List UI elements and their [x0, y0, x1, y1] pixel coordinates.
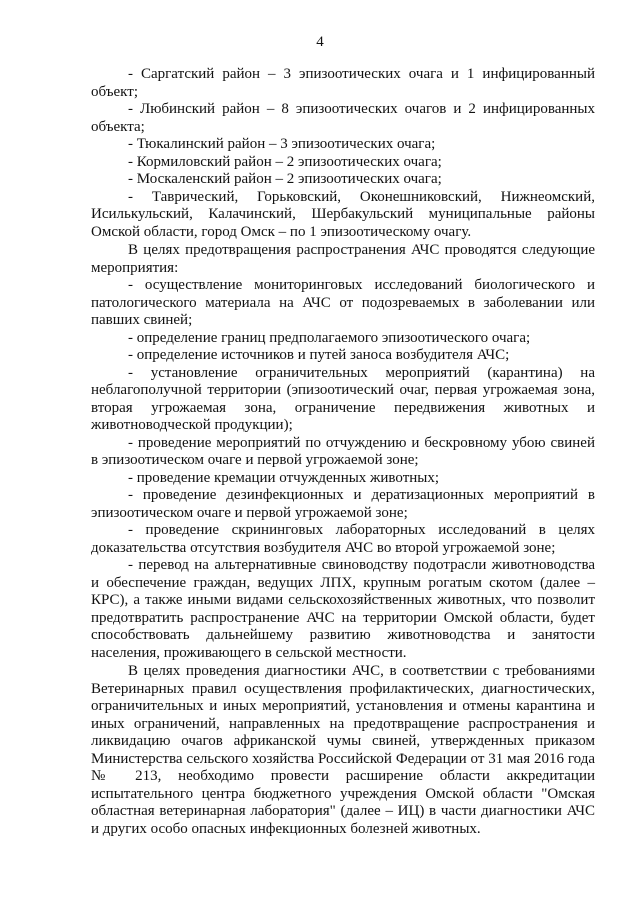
measure-outbreak-boundaries: - определение границ предполагаемого эпизоотического очага;: [128, 329, 531, 346]
measure-alternative-livestock: - перевод на альтернативные свиноводству подотрасли животноводства и обеспечение граждан, ведущих ЛПХ, крупным рогатым скотом (далее – КРС), а также иными видами сельскохозяйственных животных, что позволит предотвратить распространение АЧС на территории Омской области, будет способствовать дальнейшему развитию животноводства и занятости населения, проживающего в сельской местности.: [91, 557, 595, 661]
document-body: [91, 66, 595, 838]
measure-infection-sources: - определение источников и путей заноса возбудителя АЧС;: [128, 347, 510, 363]
measure-quarantine: - установление ограничительных мероприятий (карантина) на неблагополучной территории (эпизоотический очаг, первая угрожаемая зона, вторая угрожаемая зона, ограничение передвижения животных и животноводческой продукции);: [91, 364, 595, 433]
measure-screening: - проведение скрининговых лабораторных исследований в целях доказательства отсутствия возбудителя АЧС во второй угрожаемой зоне;: [91, 522, 595, 556]
list-item-moskalensky: - Москаленский район – 2 эпизоотических очага;: [128, 171, 442, 187]
list-item-other-districts: - Таврический, Горьковский, Оконешниковский, Нижнеомский, Исилькульский, Калачинский, Шербакульский муниципальные районы Омской области, город Омск – по 1 эпизоотическому очагу.: [91, 188, 595, 240]
diagnostics-paragraph: В целях проведения диагностики АЧС, в соответствии с требованиями Ветеринарных правил осуществления профилактических, диагностических, ограничительных и иных мероприятий, установления и отмены карантина и иных ограничений, направленных на предотвращение распространения и ликвидацию очагов африканской чумы свиней, утвержденных приказом Министерства сельского хозяйства Российской Федерации от 31 мая 2016 года № 213, необходимо провести расширение области аккредитации испытательного центра бюджетного учреждения Омской области "Омская областная ветеринарная лаборатория" (далее – ИЦ) в части диагностики АЧС и других особо опасных инфекционных болезней животных.: [91, 663, 595, 837]
measure-monitoring: - осуществление мониторинговых исследований биологического и патологического материала на АЧС от подозреваемых в заболевании или павших свиней;: [91, 277, 595, 328]
list-item-kormilovsky: - Кормиловский район – 2 эпизоотических очага;: [128, 153, 442, 170]
page-number: 4: [316, 34, 324, 50]
list-item-lyubinsky: - Любинский район – 8 эпизоотических очагов и 2 инфицированных объекта;: [91, 101, 595, 135]
list-item-tyukalinsky: - Тюкалинский район – 3 эпизоотических очага;: [128, 136, 436, 152]
measures-intro-paragraph: В целях предотвращения распространения АЧС проводятся следующие мероприятия:: [91, 242, 595, 276]
list-item-sargatsky: - Саргатский район – 3 эпизоотических очага и 1 инфицированный объект;: [91, 66, 595, 100]
measure-alienation-slaughter: - проведение мероприятий по отчуждению и бескровному убою свиней в эпизоотическом очаге и первой угрожаемой зоне;: [91, 434, 595, 468]
measure-cremation: - проведение кремации отчужденных животных;: [128, 469, 440, 486]
measure-disinfection: - проведение дезинфекционных и дератизационных мероприятий в эпизоотическом очаге и первой угрожаемой зоне;: [91, 487, 595, 521]
